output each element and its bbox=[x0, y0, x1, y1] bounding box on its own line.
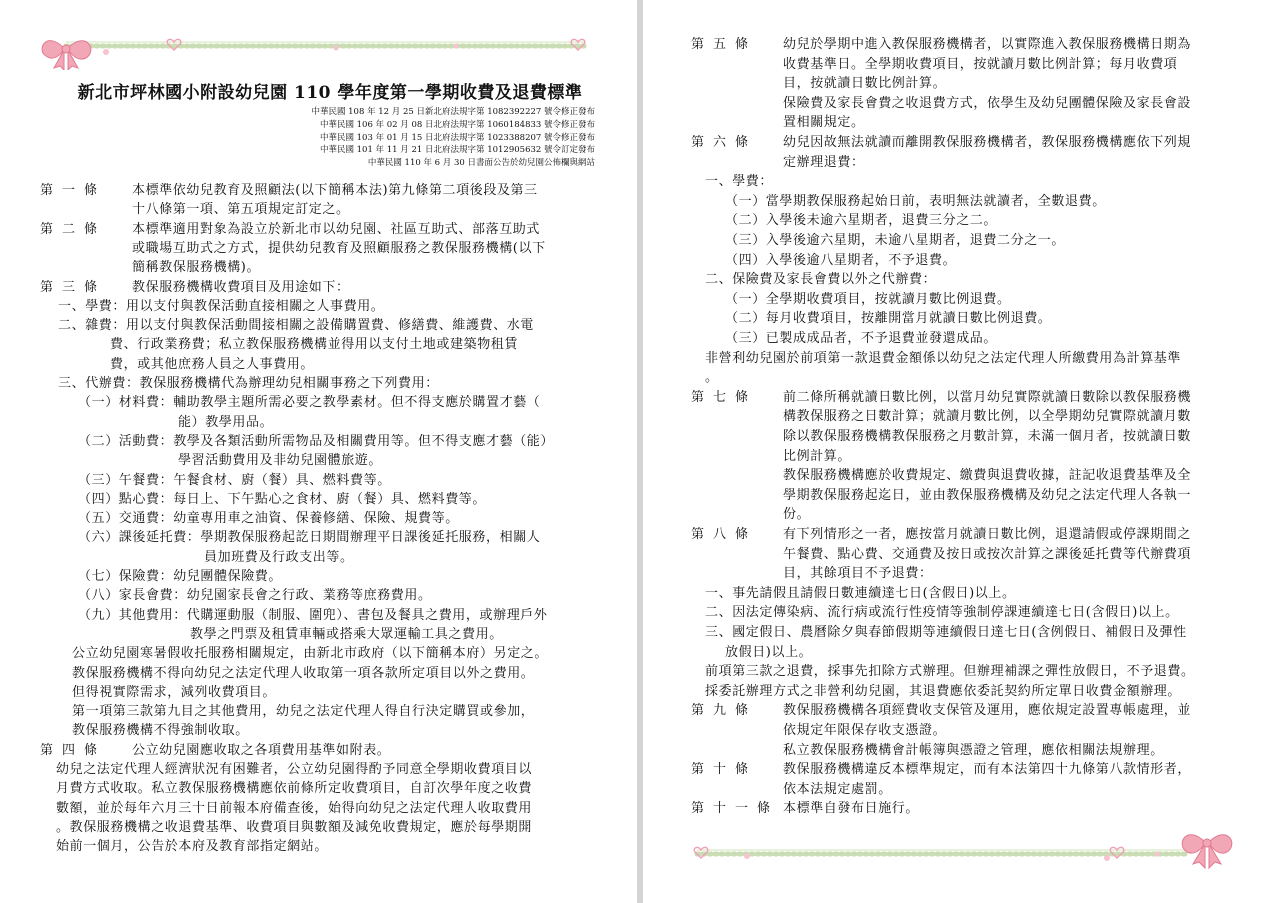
body-line: 幼兒因故無法就讀而離開教保服務機構者，教保服務機構應依下列規 bbox=[783, 135, 1192, 150]
body-line: 教保服務機構收費項目及用途如下： bbox=[132, 279, 350, 295]
body-line: 有下列情形之一者，應按當月就讀日數比例，退還請假或停課期間之 bbox=[783, 527, 1192, 542]
body-line: （一）全學期收費項目，按就讀月數比例退費。 bbox=[725, 291, 1011, 307]
body-line: 學期教保服務起迄日，並由教保服務機構及幼兒之法定代理人各執一 bbox=[783, 487, 1192, 503]
body-line: 保險費及家長會費之收退費方式，依學生及幼兒團體保險及家長會設 bbox=[783, 95, 1192, 111]
body-line: 三、國定假日、農曆除夕與春節假期等連續假日達七日(含例假日、補假日及彈性 bbox=[705, 625, 1187, 640]
history-line: 中華民國 110 年 6 月 30 日書面公告於幼兒園公佈欄與網站 bbox=[367, 158, 595, 169]
body-line: （六）課後延托費：學期教保服務起訖日期間辦理平日課後延托服務，相關人 bbox=[78, 530, 541, 546]
body-line: 二、保險費及家長會費以外之代辦費： bbox=[705, 272, 937, 288]
body-line: 收費基準日。全學期收費項目，按就讀月數比例計算；每月收費項 bbox=[783, 56, 1178, 72]
body-line: （七）保險費：幼兒團體保險費。 bbox=[78, 569, 283, 584]
body-line: 構教保服務之日數計算；就讀月數比例，以全學期幼兒實際就讀月數 bbox=[783, 409, 1192, 425]
body-line: （二）入學後未逾六星期者，退費三分之二。 bbox=[725, 213, 998, 229]
body-line: 或職場互助式之方式，提供幼兒教育及照顧服務之教保服務機構(以下 bbox=[132, 240, 546, 256]
article-number: 第九條 bbox=[691, 703, 758, 719]
history-line: 中華民國 106 年 02 月 08 日北府法規字第 1060184833 號令修正發布 bbox=[319, 119, 595, 130]
body-line: （一）當學期教保服務起始日前，表明無法就讀者，全數退費。 bbox=[725, 193, 1106, 209]
body-line: 月費方式收取。私立教保服務機構應依前條所定收費項目，自訂次學年度之收費 bbox=[56, 781, 533, 797]
body-line: 二、雜費：用以支付與教保活動間接相關之設備購置費、修繕費、維護費、水電 bbox=[58, 318, 535, 334]
body-line: 比例計算。 bbox=[783, 448, 852, 464]
body-line: 公立幼兒園寒暑假收托服務相關規定，由新北市政府（以下簡稱本府）另定之。 bbox=[72, 646, 549, 662]
body-line: 。 bbox=[705, 370, 719, 386]
article-number: 第十一條 bbox=[691, 801, 780, 817]
article-number: 第六條 bbox=[691, 135, 758, 150]
body-line: 學習活動費用及非幼兒園體旅遊。 bbox=[178, 453, 383, 469]
body-line: 數額，並於每年六月三十日前報本府備查後，始得向幼兒之法定代理人收取費用 bbox=[56, 800, 533, 816]
body-line: 教保服務機構各項經費收支保管及運用，應依規定設置專帳處理，並 bbox=[783, 703, 1192, 719]
body-line: 公立幼兒園應收取之各項費用基準如附表。 bbox=[132, 742, 391, 758]
body-line: 幼兒於學期中進入教保服務機構者，以實際進入教保服務機構日期為 bbox=[783, 37, 1192, 52]
history-line: 中華民國 103 年 01 月 15 日北府法規字第 1023388207 號令修正發布 bbox=[319, 132, 595, 143]
body-line: 份。 bbox=[783, 507, 811, 523]
body-line: 放假日)以上。 bbox=[725, 644, 813, 660]
body-line: 簡稱教保服務機構)。 bbox=[132, 260, 261, 276]
body-line: （二）每月收費項目，按離開當月就讀日數比例退費。 bbox=[725, 311, 1052, 327]
body-line: （三）入學後逾六星期，未逾八星期者，退費二分之一。 bbox=[725, 233, 1066, 248]
body-line: 依規定年限保存收支憑證。 bbox=[783, 723, 947, 738]
body-line: 除以教保服務機構教保服務之月數計算，未滿一個月者，按就讀日數 bbox=[783, 429, 1192, 444]
article-number: 第八條 bbox=[691, 527, 758, 542]
body-line: （五）交通費：幼童專用車之油資、保養修繕、保險、規費等。 bbox=[78, 511, 459, 527]
body-line: 費、行政業務費；私立教保服務機構並得用以支付土地或建築物租賃 bbox=[110, 337, 519, 353]
body-line: 目，按就讀日數比例計算。 bbox=[783, 76, 947, 92]
body-line: 三、代辦費：教保服務機構代為辦理幼兒相關事務之下列費用： bbox=[58, 376, 439, 391]
body-line: 。教保服務機構之收退費基準、收費項目與數額及減免收費規定，應於每學期開 bbox=[56, 819, 533, 835]
body-line: 採委託辦理方式之非營利幼兒園，其退費應依委託契約所定單日收費金額辦理。 bbox=[705, 683, 1182, 699]
history-line: 中華民國 108 年 12 月 25 日新北府法規字第 1082392227 號令修正發布 bbox=[311, 107, 595, 117]
document-page-left bbox=[0, 0, 637, 903]
ribbon-border-bottom-decoration bbox=[687, 818, 1247, 870]
body-line: 一、學費： bbox=[705, 174, 774, 190]
body-line: 定辦理退費： bbox=[783, 154, 865, 170]
article-number: 第三條 bbox=[40, 279, 107, 295]
body-line: 本標準依幼兒教育及照顧法(以下簡稱本法)第九條第二項後段及第三 bbox=[132, 183, 538, 198]
body-line: 教保服務機構違反本標準規定，而有本法第四十九條第八款情形者， bbox=[783, 762, 1192, 778]
document-page-right bbox=[643, 0, 1285, 903]
body-line: 教學之門票及租賃車輛或搭乘大眾運輸工具之費用。 bbox=[190, 626, 503, 642]
body-line: 前二條所稱就讀日數比例，以當月幼兒實際就讀日數除以教保服務機 bbox=[783, 389, 1192, 405]
body-line: 本標準自發布日施行。 bbox=[783, 801, 920, 817]
article-number: 第二條 bbox=[40, 221, 107, 237]
body-line: 非營利幼兒園於前項第一款退費金額係以幼兒之法定代理人所繳費用為計算基準 bbox=[705, 350, 1182, 366]
article-number: 第七條 bbox=[691, 389, 758, 405]
article-number: 第一條 bbox=[40, 183, 107, 198]
body-line: 員加班費及行政支出等。 bbox=[204, 549, 354, 565]
body-line: 一、事先請假且請假日數連續達七日(含假日)以上。 bbox=[705, 585, 1016, 601]
history-line: 中華民國 101 年 11 月 21 日北府法規字第 1012905632 號令訂定發布 bbox=[319, 145, 595, 156]
body-line: （三）午餐費：午餐食材、廚（餐）具、燃料費等。 bbox=[78, 472, 391, 488]
body-line: 費，或其他庶務人員之人事費用。 bbox=[110, 356, 315, 372]
body-line: 教保服務機構不得強制收取。 bbox=[72, 723, 249, 739]
body-line: 第一項第三款第九目之其他費用，幼兒之法定代理人得自行決定購買或參加， bbox=[72, 704, 535, 720]
body-line: 私立教保服務機構會計帳簿與憑證之管理，應依相關法規辦理。 bbox=[783, 742, 1164, 758]
article-number: 第五條 bbox=[691, 37, 758, 52]
body-line: 本標準適用對象為設立於新北市以幼兒園、社區互助式、部落互助式 bbox=[132, 221, 541, 237]
body-line: （九）其他費用：代購運動服（制服、圍兜）、書包及餐具之費用，或辦理戶外 bbox=[78, 607, 548, 623]
body-line: 教保服務機構不得向幼兒之法定代理人收取第一項各款所定項目以外之費用。 bbox=[72, 665, 535, 681]
body-line: 一、學費：用以支付與教保活動直接相關之人事費用。 bbox=[58, 298, 385, 314]
article-number: 第十條 bbox=[691, 762, 758, 778]
body-line: （四）點心費：每日上、下午點心之食材、廚（餐）具、燃料費等。 bbox=[78, 491, 487, 507]
body-line: 目，其餘項目不予退費： bbox=[783, 566, 933, 582]
body-line: （四）入學後逾八星期者，不予退費。 bbox=[725, 252, 957, 268]
body-line: （三）已製成成品者，不予退費並發還成品。 bbox=[725, 331, 998, 346]
document-title: 新北市坪林國小附設幼兒園 110 學年度第一學期收費及退費標準 bbox=[77, 83, 583, 103]
body-line: 幼兒之法定代理人經濟狀況有困難者，公立幼兒園得酌予同意全學期收費項目以 bbox=[56, 762, 533, 777]
body-line: 午餐費、點心費、交通費及按日或按次計算之課後延托費等代辦費項 bbox=[783, 546, 1192, 562]
body-line: 始前一個月，公告於本府及教育部指定網站。 bbox=[56, 839, 329, 855]
amendment-history bbox=[180, 106, 595, 170]
body-line: 二、因法定傳染病、流行病或流行性疫情等強制停課連續達七日(含假日)以上。 bbox=[705, 605, 1179, 621]
body-line: 前項第三款之退費，採事先扣除方式辦理。但辦理補課之彈性放假日，不予退費。 bbox=[705, 664, 1195, 680]
body-line: 教保服務機構應於收費規定、繳費與退費收據，註記收退費基準及全 bbox=[783, 468, 1192, 484]
body-line: （一）材料費：輔助教學主題所需必要之教學素材。但不得支應於購置才藝（ bbox=[78, 395, 541, 411]
article-number: 第四條 bbox=[40, 742, 107, 758]
body-line: 但得視實際需求，減列收費項目。 bbox=[72, 684, 277, 700]
ribbon-border-top-decoration bbox=[36, 28, 596, 70]
body-line: 十八條第一項、第五項規定訂定之。 bbox=[132, 202, 350, 218]
body-line: （二）活動費：教學及各類活動所需物品及相關費用等。但不得支應才藝（能） bbox=[78, 433, 555, 449]
body-line: 能）教學用品。 bbox=[178, 414, 274, 430]
body-line: （八）家長會費：幼兒園家長會之行政、業務等庶務費用。 bbox=[78, 588, 432, 604]
body-line: 依本法規定處罰。 bbox=[783, 781, 892, 797]
body-line: 置相關規定。 bbox=[783, 115, 865, 131]
